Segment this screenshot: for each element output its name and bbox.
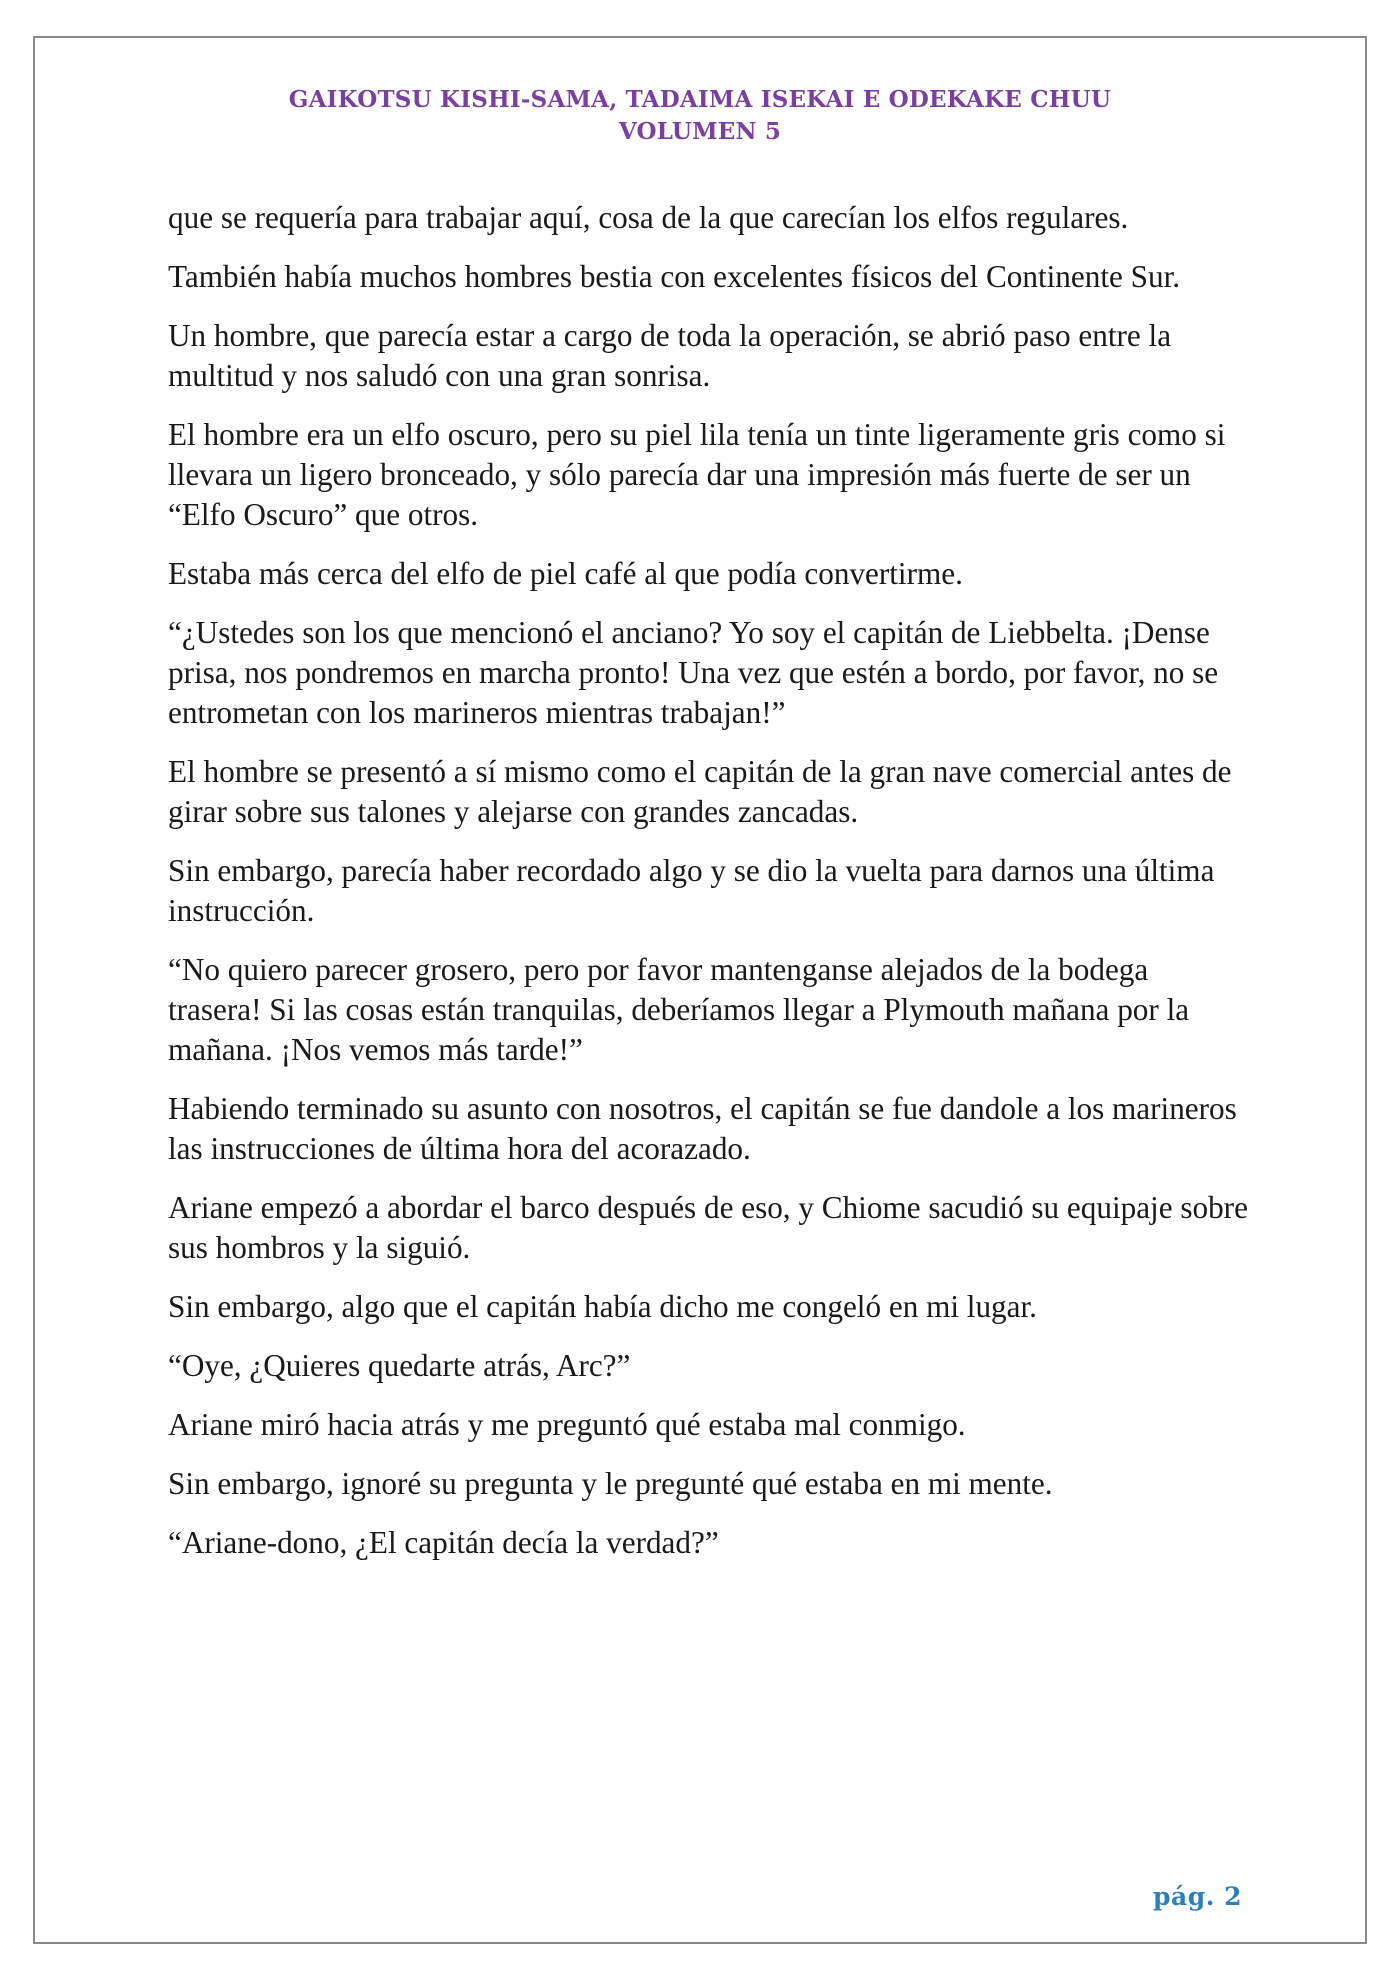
paragraph: El hombre era un elfo oscuro, pero su piel lila tenía un tinte ligeramente gris como si llevara un ligero bronceado, y sólo parecía dar una impresión más fuerte de ser un “Elfo Oscuro” que otros. bbox=[168, 417, 1226, 532]
paragraph: “Ariane-dono, ¿El capitán decía la verdad?” bbox=[168, 1525, 719, 1560]
paragraph: que se requería para trabajar aquí, cosa de la que carecían los elfos regulares. bbox=[168, 200, 1129, 235]
paragraph: Ariane miró hacia atrás y me preguntó qué estaba mal conmigo. bbox=[168, 1407, 966, 1442]
header-title: GAIKOTSU KISHI-SAMA, TADAIMA ISEKAI E ODEKAKE CHUU bbox=[288, 86, 1112, 113]
document-header bbox=[33, 84, 1367, 148]
paragraph: Sin embargo, parecía haber recordado algo y se dio la vuelta para darnos una última instrucción. bbox=[168, 853, 1215, 928]
page-number: pág. 2 bbox=[1153, 1882, 1242, 1911]
paragraph: El hombre se presentó a sí mismo como el capitán de la gran nave comercial antes de girar sobre sus talones y alejarse con grandes zancadas. bbox=[168, 754, 1232, 829]
paragraph: Ariane empezó a abordar el barco después de eso, y Chiome sacudió su equipaje sobre sus hombros y la siguió. bbox=[168, 1190, 1248, 1265]
paragraph: Habiendo terminado su asunto con nosotros, el capitán se fue dandole a los marineros las instrucciones de última hora del acorazado. bbox=[168, 1091, 1237, 1166]
paragraph: Sin embargo, algo que el capitán había dicho me congeló en mi lugar. bbox=[168, 1289, 1037, 1324]
paragraph: “Oye, ¿Quieres quedarte atrás, Arc?” bbox=[168, 1348, 631, 1383]
paragraph: Sin embargo, ignoré su pregunta y le pregunté qué estaba en mi mente. bbox=[168, 1466, 1053, 1501]
paragraph: “No quiero parecer grosero, pero por favor mantenganse alejados de la bodega trasera! Si las cosas están tranquilas, deberíamos llegar a Plymouth mañana por la mañana. ¡Nos vemos más tarde!” bbox=[168, 952, 1190, 1067]
paragraph: También había muchos hombres bestia con excelentes físicos del Continente Sur. bbox=[168, 259, 1181, 294]
paragraph: Estaba más cerca del elfo de piel café al que podía convertirme. bbox=[168, 556, 963, 591]
header-volume: VOLUMEN 5 bbox=[618, 118, 782, 145]
paragraph: Un hombre, que parecía estar a cargo de toda la operación, se abrió paso entre la multitud y nos saludó con una gran sonrisa. bbox=[168, 318, 1172, 393]
body-text bbox=[168, 198, 1248, 1582]
paragraph: “¿Ustedes son los que mencionó el anciano? Yo soy el capitán de Liebbelta. ¡Dense prisa, nos pondremos en marcha pronto! Una vez que estén a bordo, por favor, no se entrometan con los marineros mientras trabajan!” bbox=[168, 615, 1219, 730]
